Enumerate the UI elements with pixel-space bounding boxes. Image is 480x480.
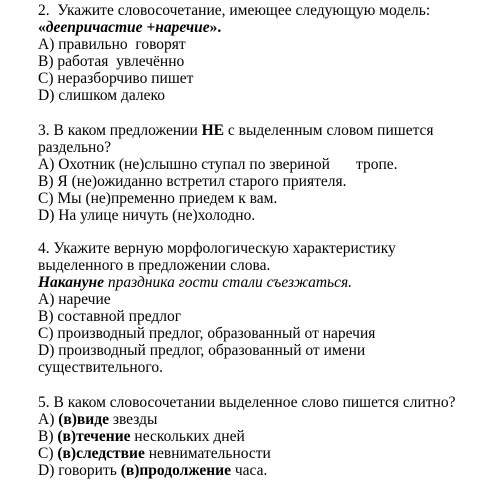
- q5-option-d: [38, 462, 267, 479]
- q2-prompt: [38, 2, 430, 19]
- q4-sentence: [38, 274, 352, 291]
- q3-option-b: В) Я (не)ожиданно встретил старого приятеля.: [38, 173, 347, 190]
- q5-option-b: [38, 428, 245, 445]
- q3-prompt-part1: 3. В каком предложении: [38, 122, 202, 139]
- q4-prompt-line2: выделенного в предложении слова.: [38, 257, 271, 274]
- q3-prompt-part2: с выделенным словом пишется: [224, 122, 434, 139]
- q3-prompt: [38, 122, 434, 139]
- q3-option-d: D) На улице ничуть (не)холодно.: [38, 207, 256, 224]
- q5-option-c-word: (в)следствие: [57, 445, 145, 462]
- q5-option-d-prefix: D) говорить: [38, 462, 121, 479]
- q5-option-c: [38, 445, 271, 462]
- q2-model: [38, 19, 221, 36]
- q5-option-b-suffix: нескольких дней: [130, 428, 245, 445]
- q5-prompt: 5. В каком словосочетании выделенное слово пишется слитно?: [38, 394, 456, 411]
- q4-option-d-line2: существительного.: [38, 359, 163, 376]
- q4-option-a: А) наречие: [38, 291, 111, 308]
- q4-option-c: С) производный предлог, образованный от наречия: [38, 325, 376, 342]
- q5-option-b-prefix: В): [38, 428, 58, 445]
- q4-option-b: В) составной предлог: [38, 308, 182, 325]
- q3-prompt-line2: раздельно?: [38, 139, 111, 156]
- q5-option-a-suffix: звезды: [108, 411, 158, 428]
- q5-option-a-word: (в)виде: [58, 411, 109, 428]
- q3-prompt-ne: НЕ: [201, 122, 225, 139]
- q5-option-c-suffix: невнимательности: [144, 445, 271, 462]
- q2-model-text: деепричастие +наречие: [45, 19, 210, 36]
- q2-option-d: D) слишком далеко: [38, 87, 165, 104]
- q4-prompt: 4. Укажите верную морфологическую характеристику: [38, 240, 396, 257]
- q5-option-a-prefix: А): [38, 411, 59, 428]
- q4-sentence-keyword: Накануне: [38, 274, 104, 291]
- q5-option-d-word: (в)продолжение: [120, 462, 231, 479]
- q4-sentence-rest: праздника гости стали съезжаться.: [104, 274, 353, 291]
- q2-prompt-text: 2. Укажите словосочетание, имеющее следующую модель:: [38, 2, 431, 19]
- q3-option-a-tail: тропе.: [356, 156, 398, 173]
- q5-option-b-word: (в)течение: [57, 428, 131, 445]
- q5-option-a: [38, 411, 157, 428]
- q4-option-d: D) производный предлог, образованный от имени: [38, 342, 366, 359]
- q2-option-c: С) неразборчиво пишет: [38, 70, 194, 87]
- q5-option-c-prefix: С): [38, 445, 58, 462]
- q3-option-a: [38, 156, 458, 173]
- q2-model-close: ».: [209, 19, 222, 36]
- q2-option-b: В) работая увлечённо: [38, 53, 185, 70]
- q5-option-d-suffix: часа.: [230, 462, 268, 479]
- q3-option-a-text: А) Охотник (не)слышно ступал по звериной: [38, 156, 330, 173]
- q3-option-c: С) Мы (не)пременно приедем к вам.: [38, 190, 278, 207]
- q2-option-a: А) правильно говорят: [38, 36, 186, 53]
- q2-model-open: «: [38, 19, 46, 36]
